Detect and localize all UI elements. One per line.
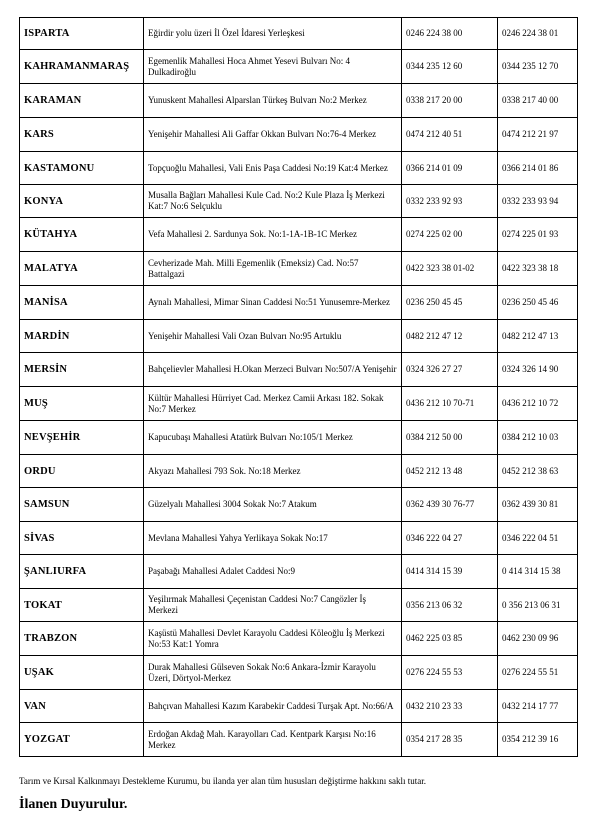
address-cell: Durak Mahallesi Gülseven Sokak No:6 Ankara-İzmir Karayolu Üzeri, Dörtyol-Merkez (144, 656, 402, 690)
address-cell: Erdoğan Akdağ Mah. Karayolları Cad. Kentpark Karşısı No:16 Merkez (144, 723, 402, 757)
address-cell: Egemenlik Mahallesi Hoca Ahmet Yesevi Bulvarı No: 4 Dulkadiroğlu (144, 50, 402, 84)
fax-cell: 0354 212 39 16 (498, 723, 578, 757)
phone-cell: 0338 217 20 00 (402, 84, 498, 118)
city-cell: MANİSA (20, 286, 144, 320)
phone-cell: 0422 323 38 01-02 (402, 252, 498, 286)
fax-cell: 0324 326 14 90 (498, 353, 578, 387)
city-cell: KARS (20, 118, 144, 152)
office-row (20, 18, 578, 50)
fax-cell: 0384 212 10 03 (498, 421, 578, 455)
city-cell: SİVAS (20, 522, 144, 555)
address-cell: Kaşüstü Mahallesi Devlet Karayolu Caddesi Köleoğlu İş Merkezi No:53 Kat:1 Yomra (144, 622, 402, 656)
address-cell: Bahçıvan Mahallesi Kazım Karabekir Caddesi Turşak Apt. No:66/A (144, 690, 402, 723)
phone-cell: 0436 212 10 70-71 (402, 387, 498, 421)
office-row (20, 252, 578, 286)
city-cell: MUŞ (20, 387, 144, 421)
fax-cell: 0432 214 17 77 (498, 690, 578, 723)
office-row (20, 50, 578, 84)
office-row (20, 690, 578, 723)
fax-cell: 0474 212 21 97 (498, 118, 578, 152)
phone-cell: 0414 314 15 39 (402, 555, 498, 589)
fax-cell: 0346 222 04 51 (498, 522, 578, 555)
city-cell: MALATYA (20, 252, 144, 286)
city-cell: TRABZON (20, 622, 144, 656)
address-cell: Yenişehir Mahallesi Vali Ozan Bulvarı No:95 Artuklu (144, 320, 402, 353)
phone-cell: 0366 214 01 09 (402, 152, 498, 185)
phone-cell: 0356 213 06 32 (402, 589, 498, 622)
address-cell: Paşabağı Mahallesi Adalet Caddesi No:9 (144, 555, 402, 589)
phone-cell: 0482 212 47 12 (402, 320, 498, 353)
fax-cell: 0276 224 55 51 (498, 656, 578, 690)
address-cell: Güzelyalı Mahallesi 3004 Sokak No:7 Atakum (144, 488, 402, 522)
fax-cell: 0422 323 38 18 (498, 252, 578, 286)
city-cell: VAN (20, 690, 144, 723)
office-row (20, 555, 578, 589)
fax-cell: 0 356 213 06 31 (498, 589, 578, 622)
office-row (20, 152, 578, 185)
city-cell: KÜTAHYA (20, 218, 144, 252)
city-cell: YOZGAT (20, 723, 144, 757)
fax-cell: 0344 235 12 70 (498, 50, 578, 84)
phone-cell: 0452 212 13 48 (402, 455, 498, 488)
city-cell: SAMSUN (20, 488, 144, 522)
office-row (20, 488, 578, 522)
office-row (20, 84, 578, 118)
office-row (20, 455, 578, 488)
phone-cell: 0324 326 27 27 (402, 353, 498, 387)
disclaimer-note: Tarım ve Kırsal Kalkınmayı Destekleme Kurumu, bu ilanda yer alan tüm hususları değiştirme hakkını saklı tutar. (19, 776, 427, 786)
fax-cell: 0366 214 01 86 (498, 152, 578, 185)
city-cell: MARDİN (20, 320, 144, 353)
office-row (20, 656, 578, 690)
address-cell: Topçuoğlu Mahallesi, Vali Enis Paşa Caddesi No:19 Kat:4 Merkez (144, 152, 402, 185)
address-cell: Musalla Bağları Mahallesi Kule Cad. No:2 Kule Plaza İş Merkezi Kat:7 No:6 Selçuklu (144, 185, 402, 218)
office-row (20, 387, 578, 421)
city-cell: ORDU (20, 455, 144, 488)
office-row (20, 522, 578, 555)
address-cell: Cevherizade Mah. Milli Egemenlik (Emeksiz) Cad. No:57 Battalgazi (144, 252, 402, 286)
phone-cell: 0432 210 23 33 (402, 690, 498, 723)
phone-cell: 0344 235 12 60 (402, 50, 498, 84)
announcement-text: İlanen Duyurulur. (19, 797, 128, 812)
phone-cell: 0354 217 28 35 (402, 723, 498, 757)
phone-cell: 0474 212 40 51 (402, 118, 498, 152)
fax-cell: 0436 212 10 72 (498, 387, 578, 421)
address-cell: Bahçelievler Mahallesi H.Okan Merzeci Bulvarı No:507/A Yenişehir (144, 353, 402, 387)
city-cell: KONYA (20, 185, 144, 218)
offices-table (19, 17, 578, 757)
city-cell: ŞANLIURFA (20, 555, 144, 589)
phone-cell: 0246 224 38 00 (402, 18, 498, 50)
city-cell: KARAMAN (20, 84, 144, 118)
address-cell: Yenişehir Mahallesi Ali Gaffar Okkan Bulvarı No:76-4 Merkez (144, 118, 402, 152)
fax-cell: 0338 217 40 00 (498, 84, 578, 118)
office-row (20, 589, 578, 622)
address-cell: Vefa Mahallesi 2. Sardunya Sok. No:1-1A-1B-1C Merkez (144, 218, 402, 252)
address-cell: Eğirdir yolu üzeri İl Özel İdaresi Yerleşkesi (144, 18, 402, 50)
phone-cell: 0332 233 92 93 (402, 185, 498, 218)
phone-cell: 0274 225 02 00 (402, 218, 498, 252)
fax-cell: 0332 233 93 94 (498, 185, 578, 218)
fax-cell: 0236 250 45 46 (498, 286, 578, 320)
phone-cell: 0276 224 55 53 (402, 656, 498, 690)
city-cell: NEVŞEHİR (20, 421, 144, 455)
address-cell: Aynalı Mahallesi, Mimar Sinan Caddesi No:51 Yunusemre-Merkez (144, 286, 402, 320)
office-row (20, 320, 578, 353)
fax-cell: 0362 439 30 81 (498, 488, 578, 522)
fax-cell: 0482 212 47 13 (498, 320, 578, 353)
office-row (20, 353, 578, 387)
office-row (20, 218, 578, 252)
offices-table-body (20, 18, 578, 757)
phone-cell: 0236 250 45 45 (402, 286, 498, 320)
address-cell: Yunuskent Mahallesi Alparslan Türkeş Bulvarı No:2 Merkez (144, 84, 402, 118)
city-cell: ISPARTA (20, 18, 144, 50)
phone-cell: 0384 212 50 00 (402, 421, 498, 455)
city-cell: TOKAT (20, 589, 144, 622)
address-cell: Akyazı Mahallesi 793 Sok. No:18 Merkez (144, 455, 402, 488)
office-row (20, 723, 578, 757)
fax-cell: 0274 225 01 93 (498, 218, 578, 252)
office-row (20, 286, 578, 320)
city-cell: UŞAK (20, 656, 144, 690)
address-cell: Kapucubaşı Mahallesi Atatürk Bulvarı No:105/1 Merkez (144, 421, 402, 455)
address-cell: Yeşilırmak Mahallesi Çeçenistan Caddesi No:7 Cangözler İş Merkezi (144, 589, 402, 622)
city-cell: KASTAMONU (20, 152, 144, 185)
address-cell: Kültür Mahallesi Hürriyet Cad. Merkez Camii Arkası 182. Sokak No:7 Merkez (144, 387, 402, 421)
phone-cell: 0462 225 03 85 (402, 622, 498, 656)
fax-cell: 0 414 314 15 38 (498, 555, 578, 589)
phone-cell: 0362 439 30 76-77 (402, 488, 498, 522)
phone-cell: 0346 222 04 27 (402, 522, 498, 555)
city-cell: KAHRAMANMARAŞ (20, 50, 144, 84)
office-row (20, 622, 578, 656)
fax-cell: 0452 212 38 63 (498, 455, 578, 488)
address-cell: Mevlana Mahallesi Yahya Yerlikaya Sokak No:17 (144, 522, 402, 555)
office-row (20, 185, 578, 218)
office-row (20, 421, 578, 455)
fax-cell: 0246 224 38 01 (498, 18, 578, 50)
city-cell: MERSİN (20, 353, 144, 387)
fax-cell: 0462 230 09 96 (498, 622, 578, 656)
office-row (20, 118, 578, 152)
